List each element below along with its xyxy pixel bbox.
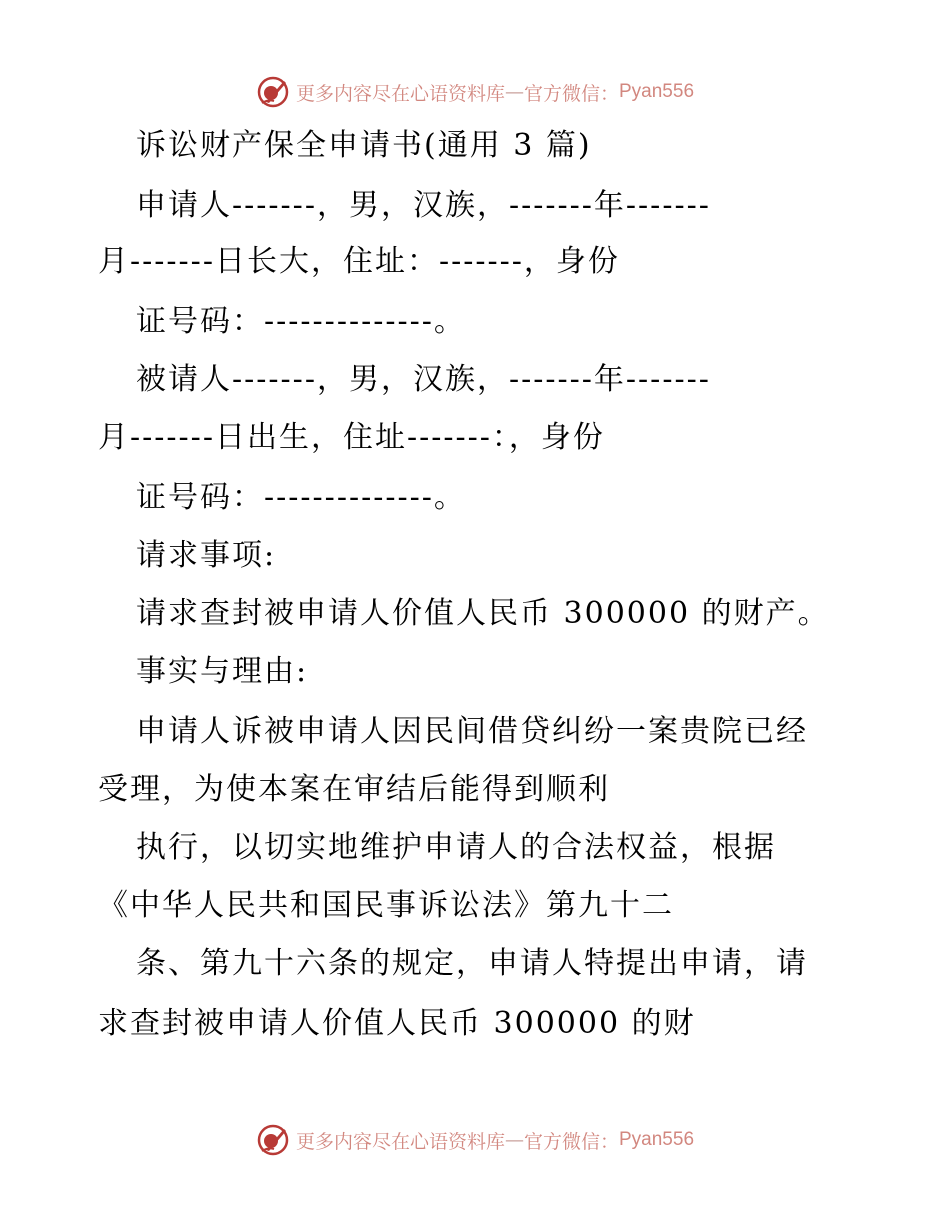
watermark-brand-text: 更多内容尽在心语资料库 (295, 1130, 505, 1153)
body-line: 证号码：--------------。 (136, 480, 466, 515)
section-heading-requests: 请求事项: (136, 538, 277, 573)
body-line: 申请人-------，男，汉族，-------年------- (136, 188, 711, 223)
quill-logo-icon (256, 75, 290, 109)
watermark-wechat-label: 官方微信： (523, 82, 619, 105)
watermark-separator: — (504, 1129, 524, 1151)
watermark-wechat-id: Pyan556 (619, 1129, 695, 1150)
body-line: 《中华人民共和国民事诉讼法》第九十二 (98, 888, 674, 923)
body-line: 证号码：--------------。 (136, 304, 466, 339)
body-line: 执行，以切实地维护申请人的合法权益，根据 (136, 830, 776, 865)
section-heading-facts: 事实与理由: (136, 654, 309, 689)
watermark-brand-text: 更多内容尽在心语资料库 (295, 82, 505, 105)
body-line: 求查封被申请人价值人民币 300000 的财 (98, 1006, 696, 1041)
watermark-header (0, 72, 950, 112)
quill-logo-icon (256, 1123, 290, 1157)
body-line: 申请人诉被申请人因民间借贷纠纷一案贵院已经 (136, 714, 808, 749)
watermark-separator: — (504, 81, 524, 103)
watermark-wechat-id: Pyan556 (619, 81, 695, 102)
body-line: 月-------日出生，住址-------：，身份 (98, 420, 605, 455)
watermark-wechat-label: 官方微信： (523, 1130, 619, 1153)
body-line: 请求查封被申请人价值人民币 300000 的财产。 (136, 596, 830, 631)
body-line: 条、第九十六条的规定，申请人特提出申请，请 (136, 946, 808, 981)
body-line: 受理，为使本案在审结后能得到顺利 (98, 772, 610, 807)
body-line: 被请人-------，男，汉族，-------年------- (136, 362, 711, 397)
watermark-footer (0, 1120, 950, 1160)
document-title: 诉讼财产保全申请书(通用 3 篇) (136, 128, 592, 163)
body-line: 月-------日长大，住址：-------，身份 (98, 244, 620, 279)
